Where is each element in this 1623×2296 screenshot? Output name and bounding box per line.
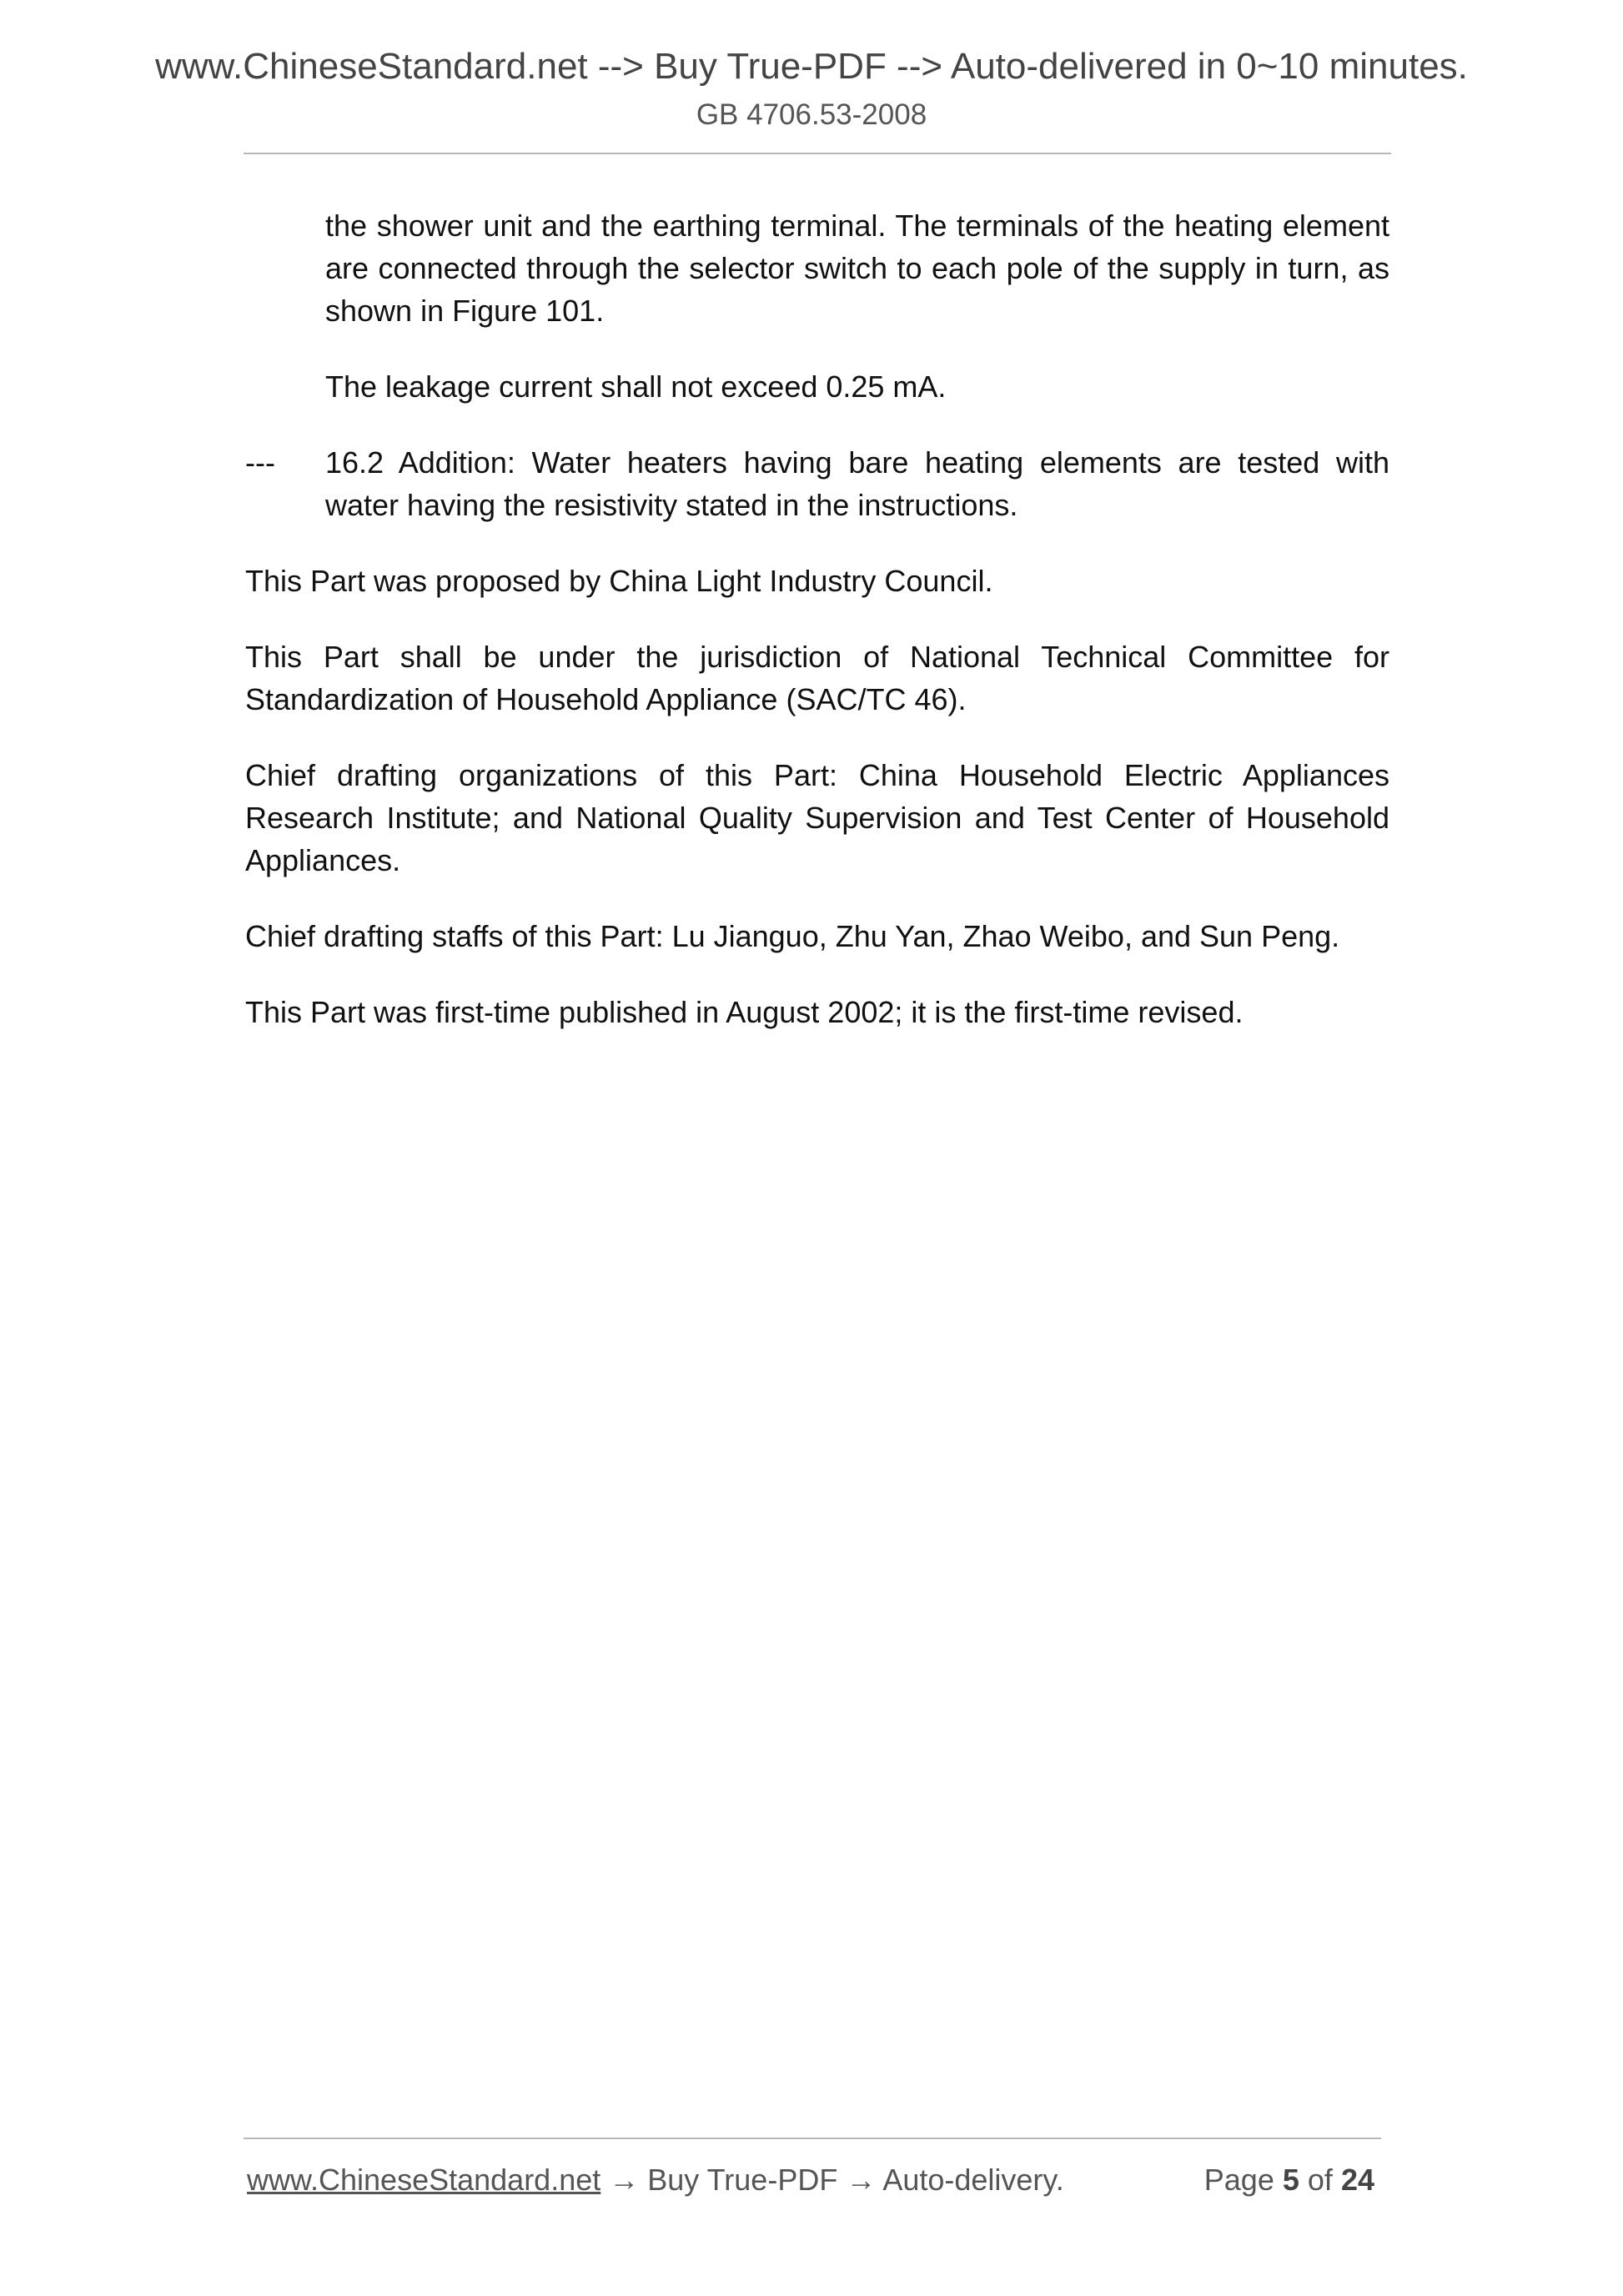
page-indicator <box>1204 2160 1374 2200</box>
footer-divider <box>244 2138 1381 2139</box>
header-divider <box>244 153 1391 154</box>
staffs-paragraph: Chief drafting staffs of this Part: Lu Jianguo, Zhu Yan, Zhao Weibo, and Sun Peng. <box>245 919 1340 953</box>
footer-tagline: → Buy True-PDF → Auto-delivery. <box>600 2163 1064 2197</box>
continuation-paragraph: the shower unit and the earthing terminal. The terminals of the heating element are connected through the selector switch to each pole of the supply in turn, as shown in Figure 101. <box>325 208 1389 328</box>
organizations-paragraph: Chief drafting organizations of this Part: China Household Electric Appliances Research Institute; and National Quality Supervision and Test Center of Household Appliances. <box>245 758 1389 877</box>
list-dash: --- <box>245 445 275 480</box>
page-footer <box>247 2160 1381 2200</box>
proposed-paragraph: This Part was proposed by China Light Industry Council. <box>245 564 993 598</box>
page-total: 24 <box>1340 2163 1374 2197</box>
list-item-text: 16.2 Addition: Water heaters having bare heating elements are tested with water having the resistivity stated in the instructions. <box>325 445 1389 522</box>
dash-list-item <box>245 441 1389 526</box>
document-body <box>245 204 1389 1067</box>
footer-site-link[interactable]: www.ChineseStandard.net <box>247 2163 601 2197</box>
page-word: Page <box>1203 2163 1274 2197</box>
header-banner: www.ChineseStandard.net --> Buy True-PDF --> Auto-delivered in 0~10 minutes. <box>155 46 1468 87</box>
leakage-paragraph: The leakage current shall not exceed 0.25 mA. <box>325 369 947 404</box>
page-number: 5 <box>1282 2163 1299 2197</box>
standard-number: GB 4706.53-2008 <box>696 98 927 131</box>
history-paragraph: This Part was first-time published in August 2002; it is the first-time revised. <box>245 995 1244 1029</box>
jurisdiction-paragraph: This Part shall be under the jurisdiction of National Technical Committee for Standardization of Household Appliance (SAC/TC 46). <box>245 640 1389 716</box>
of-word: of <box>1307 2163 1333 2197</box>
